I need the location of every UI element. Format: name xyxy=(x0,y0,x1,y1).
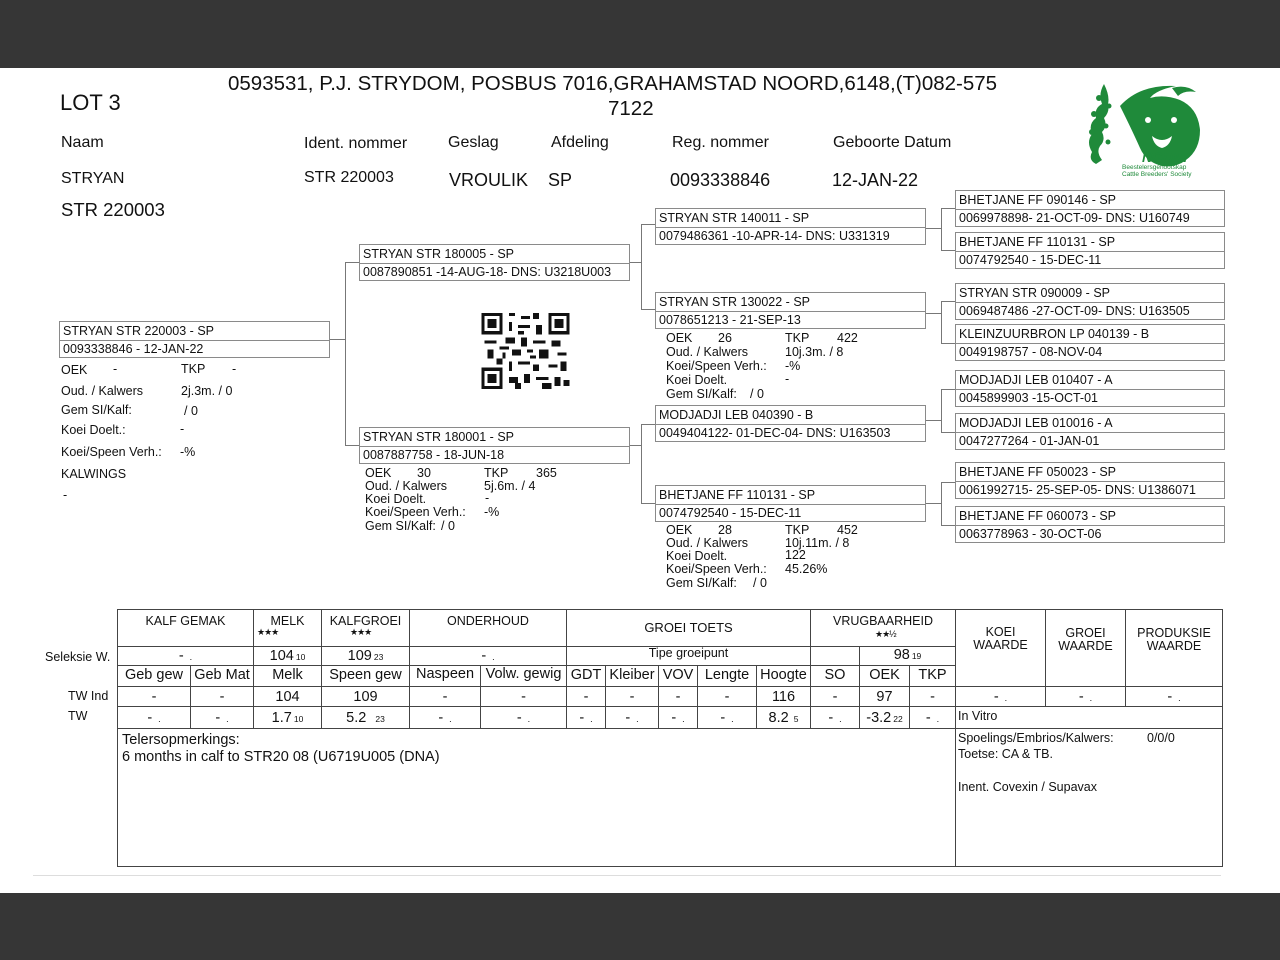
row-label-tw: TW xyxy=(68,709,88,723)
twind-produksie-value: - xyxy=(1167,689,1173,705)
great-grandparent-name: KLEINZUURBRON LP 040139 - B xyxy=(959,327,1150,341)
seleksie-oek xyxy=(860,647,955,663)
bottom-rule xyxy=(33,875,1221,876)
seleksie-kalf-value: - xyxy=(178,648,184,664)
stat-label: Gem SI/Kalf: xyxy=(61,403,132,417)
header-groei-toets: GROEI TOETS xyxy=(644,620,733,635)
stat-value: -% xyxy=(484,505,500,519)
col-tkp: TKP xyxy=(918,667,947,683)
stat-label: KALWINGS xyxy=(61,467,127,481)
great-grandparent-box[interactable] xyxy=(955,462,1225,499)
top-band xyxy=(0,0,1280,68)
stat-value: 2j.3m. / 0 xyxy=(181,384,233,398)
stat-value: 28 xyxy=(718,523,732,537)
twind-cell: - xyxy=(629,689,635,705)
remarks-title: Telersopmerkings: xyxy=(122,732,240,748)
tw-value: - xyxy=(828,710,834,726)
stat-label: Koei Doelt. xyxy=(365,492,427,506)
stat-value: - xyxy=(63,488,68,502)
vrugbaarheid-stars: ★★½ xyxy=(875,629,896,639)
twind-cell: 97 xyxy=(876,689,893,705)
tw-cell: - . xyxy=(625,710,639,726)
tw-cell: - . xyxy=(828,710,842,726)
connector xyxy=(345,262,346,445)
col-naspeen: Naspeen xyxy=(415,666,475,682)
stat-label: TKP xyxy=(785,523,810,537)
seleksie-melk-acc: 10 xyxy=(295,652,306,662)
col-gdt: GDT xyxy=(570,667,602,683)
twind-cell: 116 xyxy=(771,689,796,705)
stat-label: Gem SI/Kalf: xyxy=(365,519,436,533)
tw-cell xyxy=(254,710,321,726)
great-grandparent-box[interactable] xyxy=(955,370,1225,407)
tw-value: - xyxy=(147,710,153,726)
dam-dam-reg: 0074792540 - 15-DEC-11 xyxy=(659,506,802,520)
melk-stars: ★★★ xyxy=(257,627,279,637)
great-grandparent-box[interactable] xyxy=(955,283,1225,320)
stat-value: 30 xyxy=(417,466,431,480)
tw-cell: - . xyxy=(215,710,229,726)
inent-text: Inent. Covexin / Supavax xyxy=(958,780,1097,794)
row-label-seleksie: Seleksie W. xyxy=(45,650,111,664)
header-koei-waarde-line1: KOEI xyxy=(985,625,1016,639)
great-grandparent-reg: 0049198757 - 08-NOV-04 xyxy=(959,345,1103,359)
stat-value: -% xyxy=(180,445,196,459)
twind-cell: 104 xyxy=(275,689,300,705)
great-grandparent-box[interactable] xyxy=(955,506,1225,543)
tw-acc: 23 xyxy=(375,714,385,724)
tw-cell: - . xyxy=(516,710,531,726)
tw-cell xyxy=(757,710,810,726)
twind-cell: 109 xyxy=(353,689,378,705)
connector xyxy=(641,309,656,310)
tw-value: - xyxy=(720,710,726,726)
header-produksie-line1: PRODUKSIE xyxy=(1137,626,1211,640)
great-grandparent-reg: 0069978898- 21-OCT-09- DNS: U160749 xyxy=(959,211,1190,225)
header-produksie-waarde xyxy=(1126,627,1222,653)
stat-value: - xyxy=(180,422,185,436)
connector xyxy=(941,343,955,344)
stat-label: Gem SI/Kalf: xyxy=(666,387,737,401)
dam-sire-reg: 0049404122- 01-DEC-04- DNS: U163503 xyxy=(659,426,891,440)
dam-box[interactable] xyxy=(359,427,630,464)
value-naam: STRYAN xyxy=(61,170,125,187)
header-onderhoud: ONDERHOUD xyxy=(447,614,529,628)
toetse-text: Toetse: CA & TB. xyxy=(958,747,1053,761)
sire-reg: 0087890851 -14-AUG-18- DNS: U3218U003 xyxy=(363,265,612,279)
connector xyxy=(925,503,941,504)
connector xyxy=(641,224,656,225)
stat-value: 10j.3m. / 8 xyxy=(785,345,844,359)
twind-koei-waarde: - . xyxy=(993,689,1008,705)
connector xyxy=(941,389,942,432)
spoelings-label: Spoelings/Embrios/Kalwers: xyxy=(958,731,1114,745)
label-reg: Reg. nommer xyxy=(672,134,769,151)
connector xyxy=(925,313,941,314)
header-groei-waarde-line1: GROEI xyxy=(1065,626,1106,640)
stat-value: 122 xyxy=(785,548,806,562)
tw-cell: - . xyxy=(925,710,940,726)
tw-value: - xyxy=(579,710,585,726)
tw-value: -3.2 xyxy=(866,710,892,726)
dam-name: STRYAN STR 180001 - SP xyxy=(363,430,514,444)
tw-acc: 5 xyxy=(793,714,799,724)
great-grandparent-name: BHETJANE FF 050023 - SP xyxy=(959,465,1117,479)
label-naam: Naam xyxy=(61,134,104,151)
tw-value: 8.2 xyxy=(768,710,789,726)
header-groei-waarde xyxy=(1046,627,1125,653)
connector xyxy=(941,208,955,209)
great-grandparent-name: BHETJANE FF 110131 - SP xyxy=(959,235,1116,249)
col-lengte: Lengte xyxy=(704,667,750,683)
seleksie-kalfgroei xyxy=(322,648,409,664)
connector xyxy=(641,424,656,425)
seleksie-onderhoud-value: - xyxy=(481,648,487,664)
seleksie-melk xyxy=(254,648,321,664)
stat-value: 365 xyxy=(536,466,557,480)
connector xyxy=(941,482,955,483)
great-grandparent-reg: 0061992715- 25-SEP-05- DNS: U1386071 xyxy=(959,483,1196,497)
col-geb-mat: Geb Mat xyxy=(194,667,250,683)
twind-cell: - xyxy=(583,689,589,705)
twind-cell: - xyxy=(724,689,730,705)
value-geslag: VROULIK xyxy=(449,170,529,190)
animal-box[interactable] xyxy=(59,321,330,358)
seleksie-kalfgroei-acc: 23 xyxy=(373,652,384,662)
col-volw-gewig: Volw. gewig xyxy=(485,666,562,682)
connector xyxy=(345,262,359,263)
animal-box-reg: 0093338846 - 12-JAN-22 xyxy=(63,342,204,356)
dam-sire-box[interactable] xyxy=(655,405,926,442)
stat-label: TKP xyxy=(484,466,509,480)
tw-cell: - . xyxy=(438,710,452,726)
spoelings-value: 0/0/0 xyxy=(1147,731,1175,745)
great-grandparent-box[interactable] xyxy=(955,232,1225,269)
col-geb-gew: Geb gew xyxy=(124,667,184,683)
big-id: STR 220003 xyxy=(61,199,165,220)
tw-value: - xyxy=(516,710,522,726)
connector xyxy=(925,420,941,421)
great-grandparent-reg: 0045899903 -15-OCT-01 xyxy=(959,391,1098,405)
header-groei-waarde-line2: WAARDE xyxy=(1058,639,1113,653)
header-koei-waarde-line2: WAARDE xyxy=(973,638,1028,652)
stat-label: OEK xyxy=(61,363,88,377)
tw-cell: - . xyxy=(671,710,685,726)
stat-value: 422 xyxy=(837,331,858,345)
sire-dam-name: STRYAN STR 130022 - SP xyxy=(659,295,810,309)
remarks-text: 6 months in calf to STR20 08 (U6719U005 (DNA) xyxy=(122,749,440,765)
logo-title: NGUNI xyxy=(1142,149,1188,165)
connector xyxy=(941,432,955,433)
connector xyxy=(641,424,642,504)
twind-cell: - xyxy=(151,689,157,705)
great-grandparent-name: BHETJANE FF 060073 - SP xyxy=(959,509,1117,523)
col-oek: OEK xyxy=(869,667,900,683)
seleksie-onderhoud: - . xyxy=(481,648,495,664)
twind-cell: - xyxy=(442,689,448,705)
connector xyxy=(641,224,642,310)
seleksie-oek-value: 98 xyxy=(893,647,910,663)
great-grandparent-box[interactable] xyxy=(955,324,1225,361)
stat-label: Koei Doelt. xyxy=(666,373,728,387)
stat-value: - xyxy=(232,362,237,376)
qr-code-icon xyxy=(481,313,570,389)
value-afdeling: SP xyxy=(548,170,573,190)
stat-label: Gem SI/Kalf: xyxy=(666,576,737,590)
great-grandparent-name: BHETJANE FF 090146 - SP xyxy=(959,193,1117,207)
stat-label: Koei/Speen Verh.: xyxy=(365,505,466,519)
dam-sire-name: MODJADJI LEB 040390 - B xyxy=(659,408,814,422)
tw-value: - xyxy=(925,710,931,726)
stat-value: 45.26% xyxy=(785,562,828,576)
header-kalfgroei: KALFGROEI xyxy=(329,614,402,628)
stat-value: 5j.6m. / 4 xyxy=(484,479,536,493)
stat-label: OEK xyxy=(365,466,392,480)
tw-cell xyxy=(322,710,409,726)
stat-value: / 0 xyxy=(184,404,198,418)
connector xyxy=(641,503,656,504)
value-reg: 0093338846 xyxy=(670,170,771,190)
tw-acc: 22 xyxy=(893,714,903,724)
connector xyxy=(629,445,641,446)
connector xyxy=(329,339,345,340)
connector xyxy=(925,228,941,229)
nguni-logo-icon xyxy=(1082,76,1214,180)
lot-number: LOT 3 xyxy=(60,90,121,115)
tw-value: 5.2 xyxy=(346,710,367,726)
dam-reg: 0087887758 - 18-JUN-18 xyxy=(363,448,505,462)
logo-line1: Beestelersgenootskap xyxy=(1122,164,1187,171)
stat-label: Oud. / Kalwers xyxy=(365,479,447,493)
dam-dam-name: BHETJANE FF 110131 - SP xyxy=(659,488,816,502)
tipe-groeipunt: Tipe groeipunt xyxy=(648,646,729,660)
connector xyxy=(941,525,955,526)
connector xyxy=(941,482,942,525)
sire-box[interactable] xyxy=(359,244,630,281)
sire-dam-box[interactable] xyxy=(655,292,926,329)
twind-koei-waarde-value: - xyxy=(993,689,999,705)
tw-acc: 10 xyxy=(293,714,304,724)
seleksie-kalf: - . xyxy=(178,648,193,664)
col-so: SO xyxy=(824,667,846,683)
sire-sire-box[interactable] xyxy=(655,208,926,245)
stat-value: / 0 xyxy=(441,519,455,533)
stat-value: - xyxy=(485,491,490,505)
tw-cell xyxy=(860,710,909,726)
seleksie-oek-acc: 19 xyxy=(911,651,922,661)
tw-value: 1.7 xyxy=(271,710,292,726)
sire-sire-name: STRYAN STR 140011 - SP xyxy=(659,211,810,225)
seleksie-melk-value: 104 xyxy=(269,648,294,664)
label-afdeling: Afdeling xyxy=(551,134,609,151)
tw-cell: - . xyxy=(579,710,593,726)
stat-label: Koei/Speen Verh.: xyxy=(666,562,767,576)
label-ident: Ident. nommer xyxy=(304,135,408,152)
dam-dam-box[interactable] xyxy=(655,485,926,522)
great-grandparent-box[interactable] xyxy=(955,190,1225,227)
great-grandparent-name: MODJADJI LEB 010407 - A xyxy=(959,373,1113,387)
tw-cell: - . xyxy=(147,710,161,726)
stat-label: OEK xyxy=(666,331,693,345)
row-label-twind: TW Ind xyxy=(68,689,109,703)
kalfgroei-stars: ★★★ xyxy=(350,627,372,637)
label-geslag: Geslag xyxy=(448,134,499,151)
twind-groei-waarde-value: - xyxy=(1078,689,1084,705)
logo-line2: Cattle Breeders' Society xyxy=(1122,171,1192,178)
header-vrugbaarheid: VRUGBAARHEID xyxy=(832,614,934,628)
stat-value: - xyxy=(113,362,118,376)
in-vitro-label: In Vitro xyxy=(958,709,998,723)
tw-value: - xyxy=(625,710,631,726)
stat-label: Koei Doelt.: xyxy=(61,423,126,437)
header-melk: MELK xyxy=(270,614,305,628)
sire-dam-reg: 0078651213 - 21-SEP-13 xyxy=(659,313,801,327)
twind-produksie-waarde: - . xyxy=(1167,689,1181,705)
stat-value: 26 xyxy=(718,331,732,345)
header-produksie-line2: WAARDE xyxy=(1146,639,1202,653)
seleksie-kalfgroei-value: 109 xyxy=(347,648,372,664)
value-geboorte: 12-JAN-22 xyxy=(832,170,919,190)
tw-value: - xyxy=(215,710,221,726)
connector xyxy=(941,250,955,251)
tw-value: - xyxy=(438,710,444,726)
twind-groei-waarde: - . xyxy=(1078,689,1093,705)
connector xyxy=(941,389,955,390)
col-melk: Melk xyxy=(272,667,303,683)
stat-value: -% xyxy=(785,359,801,373)
great-grandparent-name: MODJADJI LEB 010016 - A xyxy=(959,416,1113,430)
twind-cell: - xyxy=(832,689,838,705)
twind-cell: - xyxy=(219,689,225,705)
great-grandparent-reg: 0074792540 - 15-DEC-11 xyxy=(959,253,1102,267)
stat-value: 452 xyxy=(837,523,858,537)
connector xyxy=(941,301,942,343)
value-ident: STR 220003 xyxy=(304,169,394,186)
stat-value: 10j.11m. / 8 xyxy=(785,536,850,550)
stat-value: / 0 xyxy=(750,387,764,401)
stat-value: - xyxy=(785,372,790,386)
stat-label: Koei/Speen Verh.: xyxy=(666,359,767,373)
connector xyxy=(629,262,641,263)
twind-cell: - xyxy=(675,689,681,705)
owner-line-1: 0593531, P.J. STRYDOM, POSBUS 7016,GRAHAMSTAD NOORD,6148,(T)082-575 xyxy=(228,72,998,95)
stat-label: Oud. / Kalwers xyxy=(666,536,748,550)
stat-label: OEK xyxy=(666,523,693,537)
tw-cell: - . xyxy=(720,710,734,726)
twind-cell: - xyxy=(521,689,526,705)
header-kalf-gemak: KALF GEMAK xyxy=(145,614,226,628)
col-vov: VOV xyxy=(662,667,694,683)
sire-name: STRYAN STR 180005 - SP xyxy=(363,247,514,261)
connector xyxy=(941,301,955,302)
great-grandparent-name: STRYAN STR 090009 - SP xyxy=(959,286,1110,300)
twind-cell: - xyxy=(930,689,935,705)
stat-label: Oud. / Kalwers xyxy=(666,345,748,359)
connector xyxy=(941,208,942,250)
great-grandparent-box[interactable] xyxy=(955,413,1225,450)
stat-label: Koei/Speen Verh.: xyxy=(61,445,162,459)
stat-label: TKP xyxy=(785,331,810,345)
great-grandparent-reg: 0047277264 - 01-JAN-01 xyxy=(959,434,1100,448)
great-grandparent-reg: 0063778963 - 30-OCT-06 xyxy=(959,527,1102,541)
label-geboorte: Geboorte Datum xyxy=(833,134,952,151)
animal-box-name: STRYAN STR 220003 - SP xyxy=(63,324,214,338)
connector xyxy=(345,445,359,446)
owner-line-2: 7122 xyxy=(608,97,654,120)
stat-label: TKP xyxy=(181,362,206,376)
col-speen-gew: Speen gew xyxy=(329,667,402,683)
stat-value: / 0 xyxy=(753,576,767,590)
bottom-band xyxy=(0,893,1280,960)
stat-label: Koei Doelt. xyxy=(666,549,728,563)
tw-value: - xyxy=(671,710,677,726)
stat-label: Oud. / Kalwers xyxy=(61,384,143,398)
great-grandparent-reg: 0069487486 -27-OCT-09- DNS: U163505 xyxy=(959,304,1190,318)
sire-sire-reg: 0079486361 -10-APR-14- DNS: U331319 xyxy=(659,229,890,243)
header-koei-waarde xyxy=(956,626,1045,652)
col-kleiber: Kleiber xyxy=(609,667,655,683)
col-hoogte: Hoogte xyxy=(760,667,807,683)
